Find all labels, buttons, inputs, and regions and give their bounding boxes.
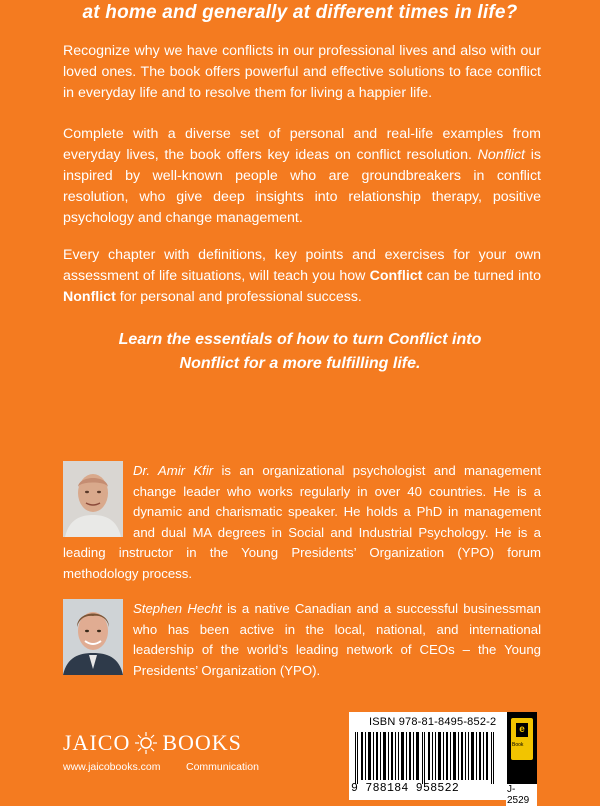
tagline: at home and generally at different times in life? (82, 2, 518, 23)
publisher-logo (63, 730, 242, 756)
p2-text-before: Complete with a diverse set of personal and real-life examples from everyday lives, the book offers key ideas on conflict resolution. (63, 126, 541, 163)
publisher-url[interactable]: www.jaicobooks.com (63, 761, 161, 773)
p3-text-after: for personal and professional success. (115, 289, 362, 305)
sun-icon (134, 731, 158, 755)
product-code: J-2529 (506, 784, 537, 806)
barcode-panel (349, 712, 537, 806)
blurb-paragraph-2 (63, 124, 541, 229)
author-bio-2 (133, 599, 541, 681)
author-name-2: Stephen Hecht (133, 601, 222, 616)
blurb-paragraph-3 (63, 245, 541, 308)
logo-text-books: BOOKS (162, 730, 242, 755)
p3-bold-conflict: Conflict (369, 268, 423, 284)
author-photo-1 (63, 461, 123, 537)
ebook-icon (511, 718, 533, 760)
closing-line-1: Learn the essentials of how to turn Conflict into (118, 331, 482, 348)
isbn-number: ISBN 978-81-8495-852-2 (369, 716, 497, 728)
barcode-bars (353, 732, 503, 784)
closing-line-2: Nonflict for a more fulfilling life. (179, 355, 421, 372)
logo-text-jaico: JAICO (63, 730, 131, 755)
p3-bold-nonflict: Nonflict (63, 289, 116, 305)
author-bio-1 (63, 461, 541, 584)
p3-text-before: Every chapter with definitions, key points and exercises for your own assessment of life situations, will teach you how (63, 247, 541, 284)
blurb-paragraph-1: Recognize why we have conflicts in our professional lives and also with our loved ones. The book offers powerful and effective solutions to face conflict in everyday life and to resolve them for living a happier life. (63, 43, 541, 101)
author-photo-2 (63, 599, 123, 675)
barcode-digits: 9 788184 958522 (351, 782, 460, 795)
closing-statement (0, 328, 600, 376)
p3-text-mid: can be turned into (422, 268, 542, 284)
ebook-symbol: e (516, 723, 528, 737)
author-bio-text-1: is an organizational psychologist and management change leader who works regularly in over 40 countries. He is a dynamic and charismatic speaker. He holds a PhD in management and dual MA degrees in Social and Industrial Psychology. He is a leading instructor in the Young Presidents’ Organization (YPO) forum methodology process. (63, 463, 541, 581)
book-category: Communication (186, 761, 259, 773)
p2-book-title: Nonflict (477, 147, 525, 163)
author-bio-text-2: is a native Canadian and a successful businessman who has been active in the local, national, and international leadership of the world’s leading network of CEOs – the Young Presidents’ Organization (YPO). (133, 601, 541, 678)
author-name-1: Dr. Amir Kfir (133, 463, 214, 478)
p2-text-after: is inspired by well-known people who are groundbreakers in conflict resolution, who give deep insights into relationship therapy, positive psychology and change management. (63, 147, 541, 226)
ebook-label: Book (512, 742, 524, 748)
